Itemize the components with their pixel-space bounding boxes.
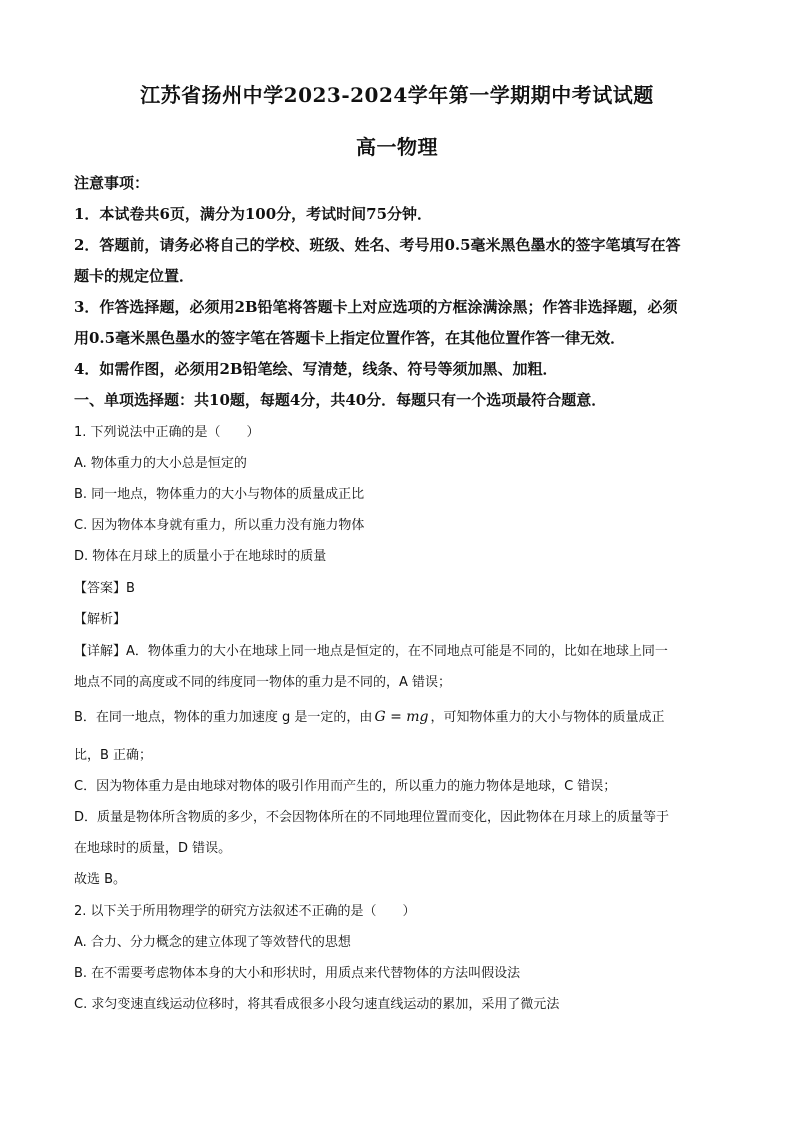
question-1-detail-b <box>74 706 724 725</box>
exam-subtitle: 高一物理 <box>356 135 438 159</box>
question-2-option-a: A. 合力、分力概念的建立体现了等效替代的思想 <box>74 935 351 950</box>
question-1-detail-b-cont: 比，B 正确； <box>74 748 153 763</box>
notice-item-4: 4．如需作图，必须用2B铅笔绘、写清楚，线条、符号等须加黑、加粗． <box>74 360 558 378</box>
exam-title: 江苏省扬州中学2023-2024学年第一学期期中考试试题 <box>140 83 654 107</box>
question-1-answer: 【答案】B <box>74 581 135 596</box>
question-1-detail-line-1: 【详解】A．物体重力的大小在地球上同一地点是恒定的，在不同地点可能是不同的，比如在地球上同一 <box>74 644 668 659</box>
question-1-option-d: D. 物体在月球上的质量小于在地球时的质量 <box>74 549 327 564</box>
question-2-option-b: B. 在不需要考虑物体本身的大小和形状时，用质点来代替物体的方法叫假设法 <box>74 966 521 981</box>
detail-b-before: B．在同一地点，物体的重力加速度 g 是一定的，由 <box>74 710 373 725</box>
notice-item-3: 3．作答选择题，必须用2B铅笔将答题卡上对应选项的方框涂满涂黑；作答非选择题，必须 <box>74 298 678 316</box>
question-2-stem: 2. 以下关于所用物理学的研究方法叙述不正确的是（ ） <box>74 904 416 919</box>
question-1-analysis-label: 【解析】 <box>74 612 127 627</box>
question-1-option-a: A. 物体重力的大小总是恒定的 <box>74 456 247 471</box>
notice-heading: 注意事项： <box>74 174 150 192</box>
notice-item-2-cont: 题卡的规定位置． <box>74 267 195 285</box>
question-1-stem: 1. 下列说法中正确的是（ ） <box>74 425 260 440</box>
notice-item-2: 2．答题前，请务必将自己的学校、班级、姓名、考号用0.5毫米黑色墨水的签字笔填写在答 <box>74 236 681 254</box>
question-2-option-c: C. 求匀变速直线运动位移时，将其看成很多小段匀速直线运动的累加，采用了微元法 <box>74 997 560 1012</box>
question-1-detail-line-2: 地点不同的高度或不同的纬度同一物体的重力是不同的，A 错误； <box>74 675 452 690</box>
question-1-conclusion: 故选 B。 <box>74 872 127 887</box>
gravity-formula: G = mg <box>374 709 429 725</box>
section-heading: 一、单项选择题：共10题，每题4分，共40分．每题只有一个选项最符合题意． <box>74 391 607 409</box>
detail-b-after: ，可知物体重力的大小与物体的质量成正 <box>430 710 665 725</box>
question-1-option-b: B. 同一地点，物体重力的大小与物体的质量成正比 <box>74 487 365 502</box>
question-1-option-c: C. 因为物体本身就有重力，所以重力没有施力物体 <box>74 518 365 533</box>
question-1-detail-d: D．质量是物体所含物质的多少，不会因物体所在的不同地理位置而变化，因此物体在月球上的质量等于 <box>74 810 670 825</box>
question-1-detail-d-cont: 在地球时的质量，D 错误。 <box>74 841 232 856</box>
question-1-detail-c: C．因为物体重力是由地球对物体的吸引作用而产生的，所以重力的施力物体是地球，C 错误； <box>74 779 617 794</box>
notice-item-3-cont: 用0.5毫米黑色墨水的签字笔在答题卡上指定位置作答，在其他位置作答一律无效． <box>74 329 626 347</box>
notice-item-1: 1．本试卷共6页，满分为100分，考试时间75分钟． <box>74 205 433 223</box>
